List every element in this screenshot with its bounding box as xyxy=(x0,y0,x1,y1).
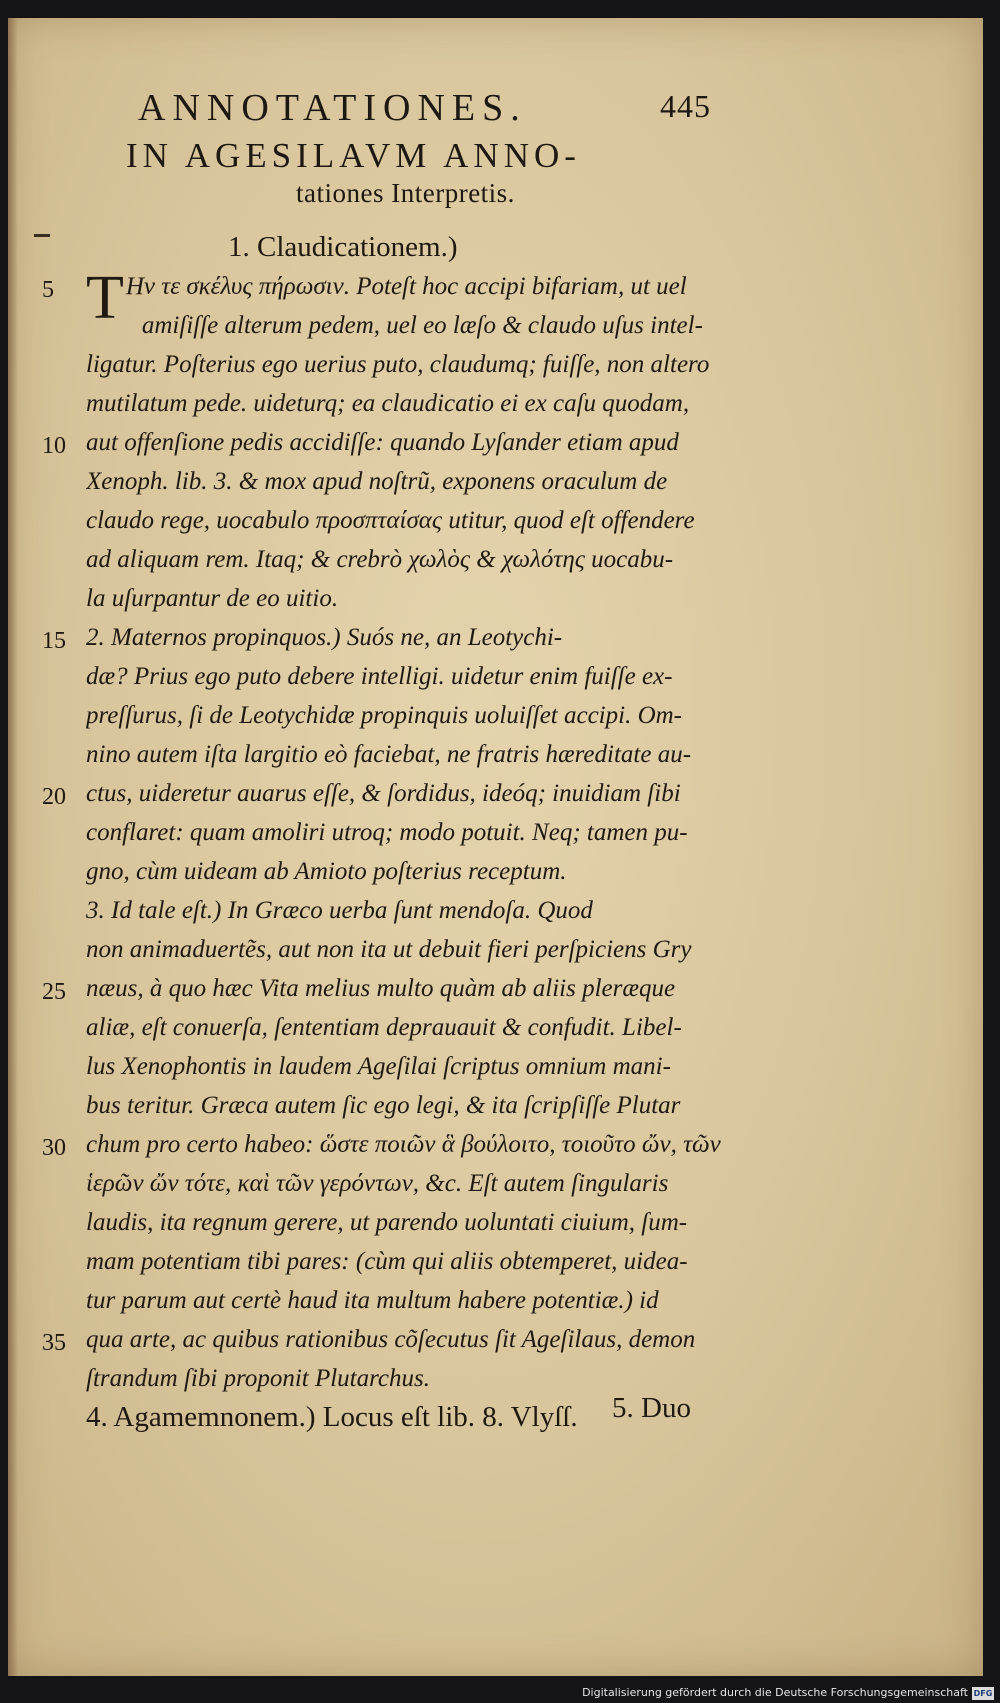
text-line xyxy=(86,423,806,462)
margin-line-number: 10 xyxy=(42,433,66,459)
text-line-content: 1. Claudicationem.) xyxy=(228,231,458,263)
text-line-content: mutilatum pede. uideturq; ea claudicatio ei ex caſu quodam, xyxy=(86,390,690,417)
text-line xyxy=(86,969,806,1008)
text-line-content: preſſurus, ſi de Leotychidæ propinquis uoluiſſet accipi. Om- xyxy=(86,702,683,729)
text-line-content: ſtrandum ſibi proponit Plutarchus. xyxy=(86,1365,430,1392)
text-line xyxy=(86,1125,806,1164)
text-line xyxy=(86,1086,806,1125)
text-line xyxy=(86,696,806,735)
text-line-content: aut offenſione pedis accidiſſe: quando Lyſander etiam apud xyxy=(86,429,679,456)
text-line xyxy=(86,813,806,852)
text-line-content: Ην τε σκέλυς πήρωσιν. Poteſt hoc accipi bifariam, ut uel xyxy=(125,273,687,300)
catchword: 5. Duo xyxy=(612,1392,691,1424)
text-line xyxy=(86,657,806,696)
book-page xyxy=(8,18,983,1676)
text-line-content: 2. Maternos propinquos.) Suós ne, an Leotychi- xyxy=(86,624,563,651)
text-line-content: aliæ, eſt conuerſa, ſententiam deprauauit & confudit. Libel- xyxy=(86,1014,682,1041)
margin-line-number: 35 xyxy=(42,1330,66,1356)
text-line-content: non animaduertẽs, aut non ita ut debuit fieri perſpiciens Gry xyxy=(86,936,692,963)
text-line xyxy=(86,345,806,384)
text-line-content: lus Xenophontis in laudem Ageſilai ſcriptus omnium mani- xyxy=(86,1053,671,1080)
text-line xyxy=(86,1242,806,1281)
text-line xyxy=(86,384,806,423)
text-line xyxy=(86,774,806,813)
text-line xyxy=(86,618,806,657)
text-line-content: bus teritur. Græca autem ſic ego legi, & ita ſcripſiſſe Plutar xyxy=(86,1092,681,1119)
text-line xyxy=(86,1164,806,1203)
text-line xyxy=(86,540,806,579)
text-line xyxy=(86,1203,806,1242)
text-line xyxy=(86,579,806,618)
page-number: 445 xyxy=(660,88,711,124)
drop-cap: T xyxy=(86,264,124,332)
margin-line-number: 5 xyxy=(42,277,54,303)
text-line xyxy=(86,462,806,501)
margin-line-number: 20 xyxy=(42,784,66,810)
text-line-content: gno, cùm uideam ab Amioto poſterius receptum. xyxy=(86,858,567,885)
text-line-content: ad aliquam rem. Itaq; & crebrò χωλὸς & χωλότης uocabu- xyxy=(86,546,674,573)
text-line-content: ctus, uideretur auarus eſſe, & ſordidus, ideóq; inuidiam ſibi xyxy=(86,780,681,807)
text-line xyxy=(86,1281,806,1320)
margin-line-number: 25 xyxy=(42,979,66,1005)
text-line-content: la uſurpantur de eo uitio. xyxy=(86,585,339,612)
text-line-content: claudo rege, uocabulo προσπταίσας utitur, quod eſt offendere xyxy=(86,507,695,534)
text-line xyxy=(86,735,806,774)
text-line xyxy=(86,852,806,891)
text-line-content: ἱερῶν ὤν τότε, καὶ τῶν γερόντων, &c. Eſt autem ſingularis xyxy=(86,1170,669,1197)
text-line-content: qua arte, ac quibus rationibus cõſecutus ſit Ageſilaus, demon xyxy=(86,1326,696,1353)
running-header: ANNOTATIONES. xyxy=(138,87,527,129)
section-title-continued: tationes Interpretis. xyxy=(296,178,515,208)
text-line-content: nino autem iſta largitio eò faciebat, ne fratris hæreditate au- xyxy=(86,741,692,768)
annotation-body xyxy=(86,228,806,1437)
text-line xyxy=(86,228,806,267)
text-line xyxy=(86,1008,806,1047)
text-line-content: 4. Agamemnonem.) Locus eſt lib. 8. Vlyſſ. xyxy=(86,1401,578,1433)
margin-mark xyxy=(34,234,50,237)
margin-line-number: 15 xyxy=(42,628,66,654)
section-title: IN AGESILAVM ANNO- xyxy=(126,136,581,175)
text-line-content: conflaret: quam amoliri utroq; modo potuit. Neq; tamen pu- xyxy=(86,819,688,846)
text-line xyxy=(86,1320,806,1359)
text-line-content: laudis, ita regnum gerere, ut parendo uoluntati ciuium, ſum- xyxy=(86,1209,688,1236)
text-line-content: 3. Id tale eſt.) In Græco uerba ſunt mendoſa. Quod xyxy=(86,897,593,924)
text-line xyxy=(86,1359,806,1398)
text-line-content: chum pro certo habeo: ὥστε ποιῶν ἃ βούλοιτο, τοιοῦτο ὤν, τῶν xyxy=(86,1131,721,1158)
text-line xyxy=(86,501,806,540)
text-line-content: mam potentiam tibi pares: (cùm qui aliis obtemperet, uidea- xyxy=(86,1248,688,1275)
text-line xyxy=(126,306,806,345)
text-line-content: amiſiſſe alterum pedem, uel eo læſo & claudo uſus intel- xyxy=(141,312,703,339)
text-line-content: Xenoph. lib. 3. & mox apud noſtrũ, exponens oraculum de xyxy=(86,468,668,495)
margin-line-number: 30 xyxy=(42,1135,66,1161)
text-line-content: næus, à quo hæc Vita melius multo quàm ab aliis pleræque xyxy=(86,975,676,1002)
text-line-content: ligatur. Poſterius ego uerius puto, claudumq; fuiſſe, non altero xyxy=(86,351,710,378)
dfg-logo: DFG xyxy=(973,1689,993,1698)
footer-strip xyxy=(0,1684,1000,1703)
page-binding-edge xyxy=(8,18,18,1676)
funding-credit: Digitalisierung gefördert durch die Deutsche Forschungsgemeinschaft xyxy=(582,1686,968,1699)
text-line xyxy=(86,1047,806,1086)
text-line xyxy=(86,1398,806,1437)
text-line xyxy=(86,930,806,969)
text-line-content: dæ? Prius ego puto debere intelligi. uidetur enim fuiſſe ex- xyxy=(86,663,673,690)
text-line xyxy=(86,891,806,930)
text-line-content: tur parum aut certè haud ita multum habere potentiæ.) id xyxy=(86,1287,659,1314)
